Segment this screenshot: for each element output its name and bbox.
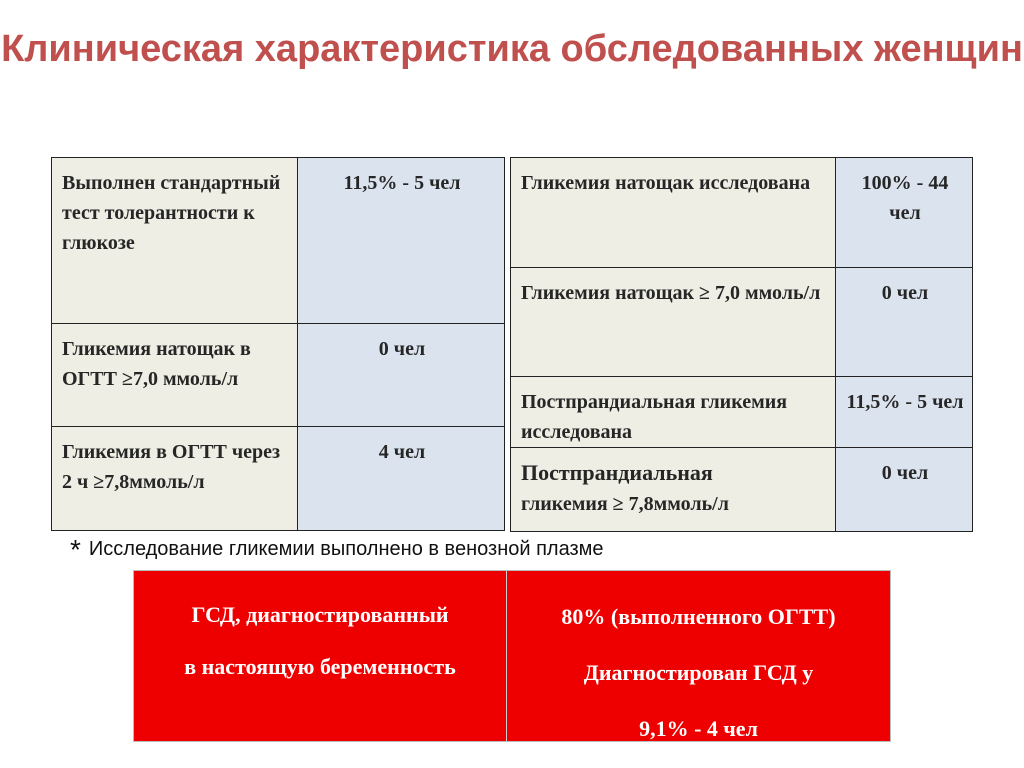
right-characteristics-table [510, 157, 973, 532]
row-value: 0 чел [298, 324, 505, 427]
gsd-value-line: 9,1% - 4 чел [639, 716, 758, 741]
gsd-label-line: в настоящую беременность [184, 654, 456, 679]
table-row [511, 158, 973, 268]
table-row [52, 427, 505, 531]
asterisk: * [70, 534, 81, 565]
row-value: 11,5% - 5 чел [298, 158, 505, 324]
row-value: 100% - 44 чел [836, 158, 973, 268]
page-title: Клиническая характеристика обследованных женщин [1, 28, 1023, 70]
row-label: Гликемия натощак в ОГТТ ≥7,0 ммоль/л [52, 324, 298, 427]
footnote-text: Исследование гликемии выполнено в венозной плазме [88, 538, 604, 560]
gsd-value-cell [507, 571, 890, 741]
row-label: Гликемия в ОГТТ через 2 ч ≥7,8ммоль/л [52, 427, 298, 531]
row-label: Выполнен стандартный тест толерантности к глюкозе [52, 158, 298, 324]
row-label: Гликемия натощак исследована [511, 158, 836, 268]
table-row [52, 158, 505, 324]
row-value: 11,5% - 5 чел [836, 377, 973, 448]
table-row [511, 448, 973, 532]
table-row [52, 324, 505, 427]
row-value: 4 чел [298, 427, 505, 531]
gsd-value-line: 80% (выполненного ОГТТ) [561, 604, 836, 629]
row-value: 0 чел [836, 268, 973, 377]
footnote [70, 534, 604, 566]
row-label-main: Постпрандиальная [521, 460, 713, 485]
row-value: 0 чел [836, 448, 973, 532]
gsd-label-cell [134, 571, 507, 741]
row-label: Гликемия натощак ≥ 7,0 ммоль/л [511, 268, 836, 377]
gsd-summary-box [133, 570, 891, 742]
table-row [511, 268, 973, 377]
row-label: Постпрандиальная гликемия исследована [511, 377, 836, 448]
row-label-rest: гликемия ≥ 7,8ммоль/л [521, 493, 729, 515]
left-characteristics-table [51, 157, 505, 531]
gsd-label-line: ГСД, диагностированный [191, 602, 449, 627]
row-label [511, 448, 836, 532]
gsd-value-line: Диагностирован ГСД у [583, 660, 814, 685]
table-row [511, 377, 973, 448]
